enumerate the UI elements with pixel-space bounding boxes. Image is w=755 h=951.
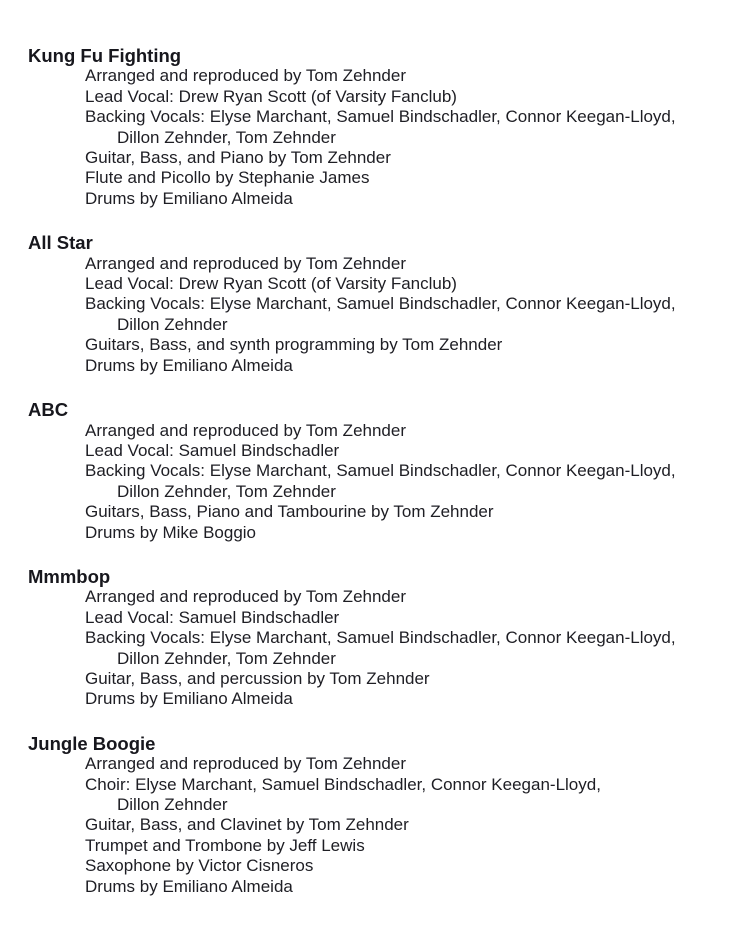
credit-line: Drums by Emiliano Almeida [85, 355, 293, 375]
song-credits [28, 587, 735, 709]
credit-line: Arranged and reproduced by Tom Zehnder [85, 253, 406, 273]
credit-line: Dillon Zehnder [117, 795, 228, 814]
credit-line: Arranged and reproduced by Tom Zehnder [85, 587, 406, 607]
credit-line: Guitars, Bass, Piano and Tambourine by Tom Zehnder [85, 502, 494, 522]
song-section [28, 46, 735, 209]
credit-line: Guitars, Bass, and synth programming by Tom Zehnder [85, 335, 503, 355]
song-credits [28, 254, 735, 376]
credit-line: Drums by Emiliano Almeida [85, 876, 293, 896]
song-credits [28, 754, 735, 897]
song-section [28, 400, 735, 543]
credit-line: Saxophone by Victor Cisneros [85, 856, 314, 876]
credit-line: Arranged and reproduced by Tom Zehnder [85, 754, 406, 774]
credit-line: Dillon Zehnder, Tom Zehnder [117, 481, 336, 501]
credit-line: Guitar, Bass, and percussion by Tom Zehnder [85, 668, 430, 688]
credit-line: Dillon Zehnder, Tom Zehnder [117, 648, 336, 668]
credit-line: Lead Vocal: Samuel Bindschadler [85, 607, 340, 627]
song-title: Mmmbop [28, 565, 111, 587]
song-title: Kung Fu Fighting [28, 45, 182, 66]
credit-line: Arranged and reproduced by Tom Zehnder [85, 420, 406, 440]
credit-line: Lead Vocal: Samuel Bindschadler [85, 440, 340, 460]
song-title: All Star [28, 232, 93, 254]
credit-line: Backing Vocals: Elyse Marchant, Samuel Bindschadler, Connor Keegan-Lloyd, [85, 461, 676, 481]
credit-line: Guitar, Bass, and Clavinet by Tom Zehnder [85, 815, 409, 835]
credit-line: Trumpet and Trombone by Jeff Lewis [85, 835, 365, 855]
song-credits [28, 421, 735, 543]
credit-line: Drums by Emiliano Almeida [85, 188, 293, 208]
credit-line: Choir: Elyse Marchant, Samuel Bindschadler, Connor Keegan-Lloyd, [85, 774, 601, 794]
credit-line: Guitar, Bass, and Piano by Tom Zehnder [85, 148, 391, 168]
credit-line: Drums by Emiliano Almeida [85, 689, 293, 709]
song-section [28, 233, 735, 376]
credit-line: Flute and Picollo by Stephanie James [85, 168, 370, 188]
song-credits [28, 66, 735, 209]
credit-line: Lead Vocal: Drew Ryan Scott (of Varsity Fanclub) [85, 274, 457, 294]
song-section [28, 567, 735, 710]
credit-line: Arranged and reproduced by Tom Zehnder [85, 66, 406, 86]
credit-line: Backing Vocals: Elyse Marchant, Samuel Bindschadler, Connor Keegan-Lloyd, [85, 107, 676, 127]
credit-line: Backing Vocals: Elyse Marchant, Samuel Bindschadler, Connor Keegan-Lloyd, [85, 294, 676, 314]
credit-line: Dillon Zehnder [117, 314, 228, 334]
credit-line: Backing Vocals: Elyse Marchant, Samuel Bindschadler, Connor Keegan-Lloyd, [85, 628, 676, 648]
song-section [28, 734, 735, 897]
credit-line: Lead Vocal: Drew Ryan Scott (of Varsity Fanclub) [85, 86, 457, 106]
credit-line: Dillon Zehnder, Tom Zehnder [117, 127, 336, 147]
song-title: ABC [28, 399, 69, 421]
credit-line: Drums by Mike Boggio [85, 522, 257, 542]
song-title: Jungle Boogie [28, 732, 156, 754]
